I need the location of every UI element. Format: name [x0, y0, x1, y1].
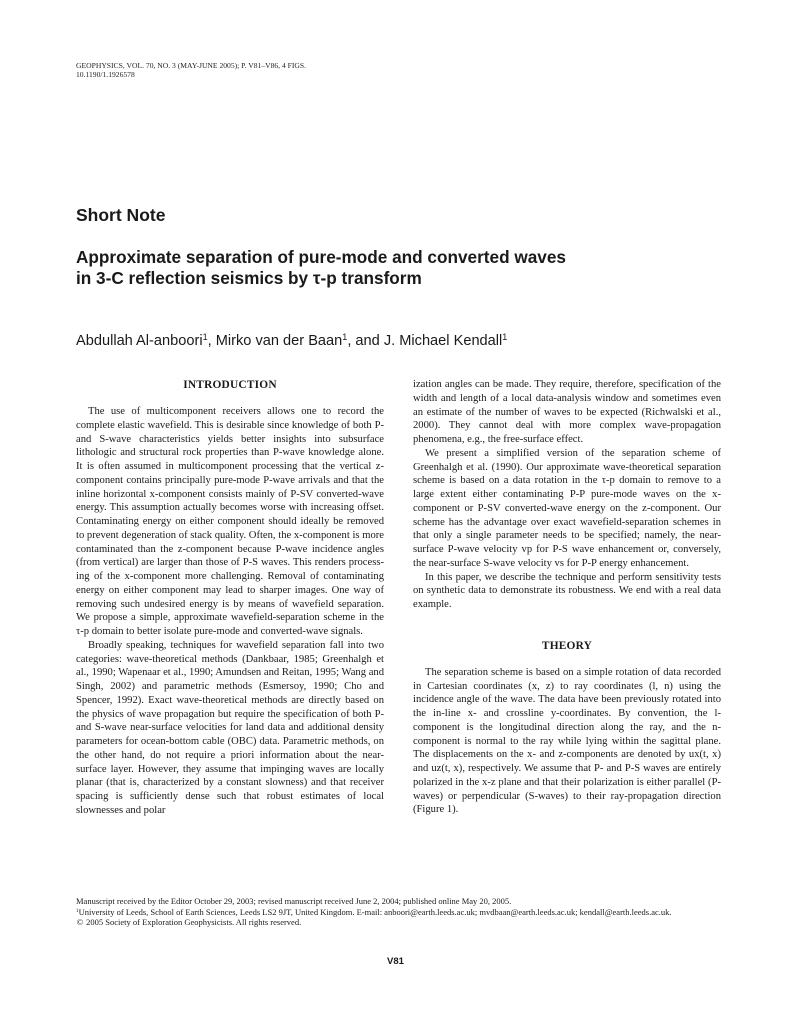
author-name: J. Michael Kendall	[383, 333, 503, 349]
manuscript-dates: Manuscript received by the Editor October 29, 2003; revised manuscript received June 2, 2004; published online May 20, 2005.	[76, 896, 512, 906]
affiliation-text: University of Leeds, School of Earth Sciences, Leeds LS2 9JT, United Kingdom. E-mail: anboori@earth.leeds.ac.uk; mvdbaan@earth.leeds.ac.uk; kendall@earth.leeds.ac.uk.	[78, 906, 672, 917]
section-spacer	[413, 612, 721, 639]
footnotes	[76, 896, 721, 928]
author-name: Mirko van der Baan	[215, 333, 343, 349]
title-line-1: Approximate separation of pure-mode and converted waves	[76, 247, 566, 267]
affiliation-marker: 1	[76, 907, 79, 914]
body-paragraph: The separation scheme is based on a simple rotation of data recorded in Cartesian coordinates (x, z) to ray coordinates (l, n) using the incidence angle of the wave. The data have been previously rotated into the in-line x- and crossline y-coordinates. By convention, the l-component is the longitudinal direction along the ray, and the n-component is normal to the ray while lying within the sagittal plane. The displacements on the x- and z-components are denoted by ux(t, x) and uz(t, x), respectively. We assume that P- and P-S waves are entirely polarized in the x-z plane and that their polarization is either parallel (P-waves) or perpendicular (S-waves) to their ray-propagation direction (Figure 1).	[413, 666, 721, 816]
author-separator: ,	[207, 333, 216, 349]
affiliation-marker: 1	[342, 332, 348, 343]
author-name: Abdullah Al-anboori	[76, 333, 203, 349]
copyright-text: 2005 Society of Exploration Geophysicists. All rights reserved.	[84, 917, 302, 927]
article-title	[76, 247, 716, 289]
journal-citation: GEOPHYSICS, VOL. 70, NO. 3 (MAY-JUNE 2005); P. V81–V86, 4 FIGS.	[76, 61, 307, 70]
left-column	[76, 378, 384, 818]
copyright-icon: ©	[76, 917, 84, 927]
right-column	[413, 378, 721, 817]
author-separator: , and	[347, 333, 384, 349]
page-number: V81	[387, 956, 404, 967]
section-label: Short Note	[76, 205, 166, 225]
doi: 10.1190/1.1926578	[76, 70, 135, 79]
body-paragraph: The use of multicomponent receivers allows one to record the complete elastic wavefield. This is desirable since knowledge of both P- and S-wave characteristics yields better insights into subsurface lithologic and structural rock properties than P-wave knowledge alone. It is often assumed in multicomponent processing that the vertical z-component contains principally pure-mode P-wave arrivals and that the inline horizontal x-component consists mainly of P-SV converted-wave energy. This assumption actually becomes worse with increasing offset. Contaminating energy on either component should ideally be removed to prevent degeneration of stack quality. Often, the x-component is more contaminated than the z-component because P-wave incidence angles (from vertical) are larger than those of P-S waves. This renders processing of the x-component more challenging. Removal of contaminating energy on either component may lead to sharper images. One way of removing such undesired energy is by means of wavefield separation. We propose a simple, approximate wavefield-separation scheme in the τ-p domain to better isolate pure-mode and converted-wave signals.	[76, 406, 384, 637]
affiliation-marker: 1	[502, 332, 508, 343]
body-paragraph: In this paper, we describe the technique and perform sensitivity tests on synthetic data to demonstrate its robustness. We end with a real data example.	[413, 571, 721, 610]
body-paragraph: ization angles can be made. They require, therefore, specification of the width and length of a local data-analysis window and sometimes even an estimate of the number of waves to be expected (Richwalski et al., 2000). They cannot deal with more complex wave-propagation phenomena, e.g., the free-surface effect.	[413, 379, 721, 445]
introduction-heading: INTRODUCTION	[183, 379, 277, 391]
theory-heading: THEORY	[541, 639, 593, 652]
copyright-notice	[76, 917, 721, 928]
author-list	[76, 333, 716, 349]
affiliation-marker: 1	[202, 332, 208, 343]
body-paragraph: We present a simplified version of the separation scheme of Greenhalgh et al. (1990). Our approximate wave-theoretical separation scheme is based on a data rotation in the τ-p domain to remove to a large extent either contaminating P-P pure-mode waves on the x-component or P-SV converted-wave energy on the z-component. Our scheme has the advantage over exact wavefield-separation schemes in that only a single parameter needs to be specified; namely, the near-surface P-wave velocity vp for P-S wave enhancement or, conversely, the near-surface S-wave velocity vs for P-P energy enhancement.	[413, 447, 721, 569]
body-paragraph: Broadly speaking, techniques for wavefield separation fall into two categories: wave-theoretical methods (Dankbaar, 1985; Greenhalgh et al., 1990; Wapenaar et al., 1990; Amundsen and Reitan, 1995; Wang and Singh, 2002) and parametric methods (Esmersoy, 1990; Cho and Spencer, 1992). Exact wave-theoretical methods are directly based on the physics of wave propagation but require the specification of both P- and S-wave near-surface velocities for land data and additional density parameters for ocean-bottom cable (OBC) data. Parametric methods, on the other hand, do not require a priori information about the near-surface layer. However, they assume that impinging waves are locally planar (that is, characterized by a constant slowness) and that receiver spacing is sufficiently dense such that robust estimates of local slownesses and polar	[76, 639, 384, 816]
title-line-2: in 3-C reflection seismics by τ-p transform	[76, 268, 422, 288]
author-affiliation	[76, 907, 721, 918]
